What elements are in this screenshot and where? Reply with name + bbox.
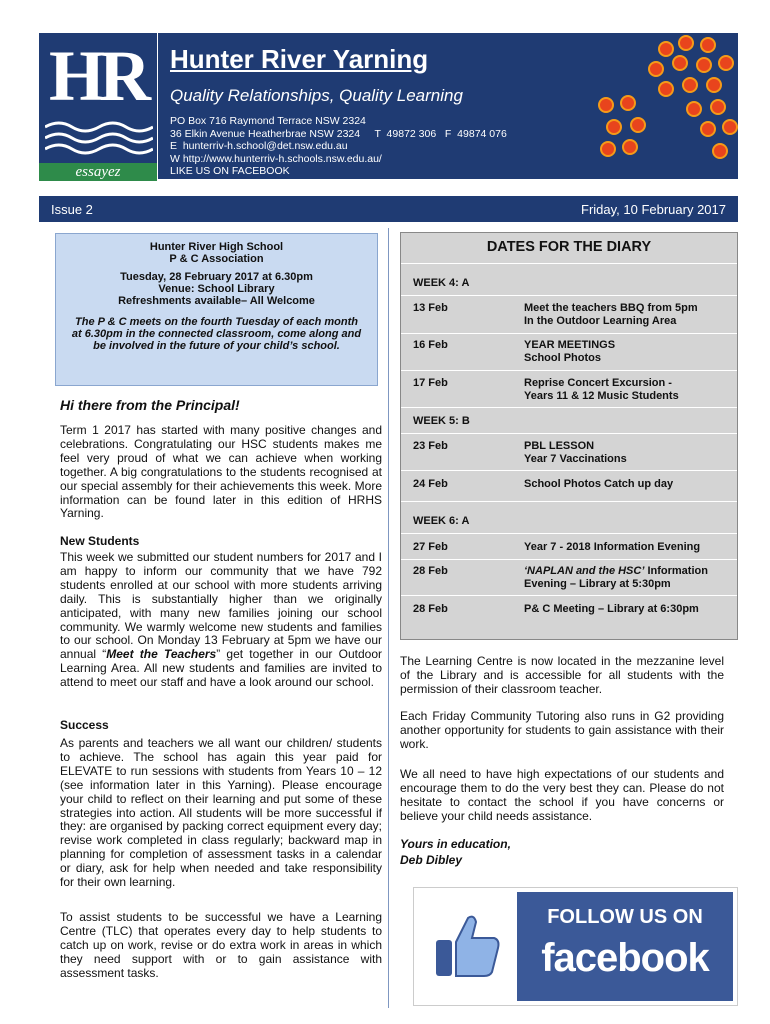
diary-week-4: WEEK 4: A	[413, 277, 470, 289]
diary-row-event-line2: In the Outdoor Learning Area	[524, 314, 677, 327]
school-logo	[39, 33, 158, 179]
issue-date: Friday, 10 February 2017	[581, 202, 726, 217]
diary-week-6: WEEK 6: A	[413, 515, 470, 527]
diary-row-event-line1: Meet the teachers BBQ from 5pm	[524, 302, 698, 314]
contact-website: W http://www.hunterriv-h.schools.nsw.edu.au/	[170, 152, 382, 165]
new-students-text	[60, 551, 382, 690]
learning-centre-text: The Learning Centre is now located in the mezzanine level of the Library and is accessible for all students with the permission of their classroom teacher.	[400, 654, 724, 696]
diary-row-event-line2: School Photos	[524, 351, 601, 364]
diary-row-event-line1: YEAR MEETINGS	[524, 339, 616, 351]
diary-row-event: School Photos Catch up day	[524, 478, 674, 490]
success-text-2: To assist students to be successful we have a Learning Centre (TLC) that operates every day to help students to catch up on work, revise or do extra work in areas in which they need support with or to gain assistance with assessment tasks.	[60, 910, 382, 980]
principal-heading: Hi there from the Principal!	[60, 397, 240, 413]
diary-row-date: 17 Feb	[413, 377, 448, 389]
pc-association-box	[55, 233, 378, 386]
diary-row-event	[524, 440, 627, 465]
pc-refreshments: Refreshments available– All Welcome	[118, 295, 315, 307]
diary-row-date: 27 Feb	[413, 541, 448, 553]
newsletter-subtitle: Quality Relationships, Quality Learning	[170, 86, 463, 105]
diary-separator	[401, 295, 737, 296]
contact-email: E hunterriv-h.school@det.nsw.edu.au	[170, 140, 348, 152]
diary-title: DATES FOR THE DIARY	[486, 239, 652, 255]
success-text-1: As parents and teachers we all want our children/ students to achieve. The school has again this year paid for ELEVATE to run sessions with students from Years 10 – 12 (see information later in this Yarning). Please encourage your child to reflect on their learning and put some of these strategies into action. All students will be more successful if they: are organised by packing correct equipment every day; revise work completed in class regularly; backward map in planning for completion of assessment tasks in a calendar or diary, ask for help when needed and take responsibility for their own learning.	[60, 736, 382, 890]
facebook-follow-badge[interactable]	[413, 887, 738, 1006]
facebook-wordmark: facebook	[541, 936, 709, 980]
diary-row-date: 13 Feb	[413, 302, 448, 314]
diary-row-date: 16 Feb	[413, 339, 448, 351]
diary-week-5: WEEK 5: B	[413, 415, 470, 427]
newsletter-title: Hunter River Yarning	[170, 44, 429, 74]
new-students-heading: New Students	[60, 534, 140, 548]
pc-meeting-date: Tuesday, 28 February 2017 at 6.30pm	[120, 271, 313, 283]
contact-facebook: LIKE US ON FACEBOOK	[170, 165, 290, 177]
diary-row-event	[524, 302, 698, 327]
diary-row-event	[524, 377, 679, 402]
column-divider	[388, 228, 389, 1008]
pc-association-name: P & C Association	[169, 253, 264, 265]
thumbs-up-icon	[432, 910, 504, 982]
logo-waves-icon	[45, 119, 153, 159]
diary-row-date: 23 Feb	[413, 440, 448, 452]
diary-separator	[401, 263, 737, 264]
diary-row-event	[524, 565, 708, 590]
issue-bar	[39, 196, 738, 222]
issue-number: Issue 2	[51, 202, 93, 217]
diary-row-event-line2: Evening – Library at 5:30pm	[524, 577, 671, 590]
principal-intro: Term 1 2017 has started with many positive changes and celebrations. Congratulating our HSC students makes me feel very proud of what we can achieve when working together. A big congratulations to the students recognised at our special assembly for their achievements this week. More information can be found later in this edition of HRHS Yarning.	[60, 423, 382, 521]
success-heading: Success	[60, 718, 109, 732]
signoff-name: Deb Dibley	[400, 853, 463, 867]
diary-row-event-line2: Years 11 & 12 Music Students	[524, 389, 679, 402]
pc-venue: Venue: School Library	[158, 283, 275, 295]
diary-separator	[401, 501, 737, 502]
signoff-line1: Yours in education,	[400, 837, 511, 851]
logo-letters: HR	[49, 36, 145, 116]
new-students-text-b: ” get together in our Outdoor Learning Area. All new students and families are invited to attend to meet our staff and have a look around our school.	[60, 647, 382, 690]
meet-the-teachers-em: Meet the Teachers	[106, 647, 217, 662]
follow-us-text: FOLLOW US ON	[547, 906, 703, 928]
community-tutoring-text: Each Friday Community Tutoring also runs in G2 providing another opportunity for students to gain assistance with their work.	[400, 709, 724, 751]
new-students-text-a: This week we submitted our student numbers for 2017 and I am happy to inform our community that we have 792 students enrolled at our school with more students arriving daily. This is substantially higher than we originally anticipated, with many new families joining our school community. We warmly welcome new students and families to our school. On Monday 13 February at 5pm we have our annual “	[60, 550, 382, 662]
diary-row-event-line1: Information	[644, 565, 708, 577]
diary-row-event-line2: Year 7 Vaccinations	[524, 452, 627, 465]
dates-for-the-diary	[400, 232, 738, 640]
diary-separator	[401, 470, 737, 471]
diary-row-event-line1: Reprise Concert Excursion -	[524, 377, 672, 389]
pc-school-name: Hunter River High School	[149, 241, 284, 253]
contact-address-phone: 36 Elkin Avenue Heatherbrae NSW 2324 T 49872 306 F 49874 076	[170, 127, 507, 140]
diary-separator	[401, 333, 737, 334]
naplan-em: ‘NAPLAN and the HSC’	[524, 565, 645, 577]
expectations-text: We all need to have high expectations of our students and encourage them to do the very best they can. Please do not hesitate to contact the school if you have concerns or believe your child needs assistance.	[400, 767, 724, 823]
diary-separator	[401, 595, 737, 596]
diary-separator	[401, 407, 737, 408]
diary-row-event	[524, 339, 615, 364]
diary-separator	[401, 370, 737, 371]
diary-separator	[401, 559, 737, 560]
logo-motto: essayez	[39, 163, 157, 181]
pc-note: The P & C meets on the fourth Tuesday of each month at 6.30pm in the connected classroom, come along and be involved in the future of your child’s school.	[71, 316, 362, 352]
diary-separator	[401, 433, 737, 434]
diary-separator	[401, 533, 737, 534]
aboriginal-dots-icon	[590, 33, 738, 179]
diary-row-date: 28 Feb	[413, 603, 448, 615]
diary-row-event: P& C Meeting – Library at 6:30pm	[524, 603, 699, 615]
contact-postal: PO Box 716 Raymond Terrace NSW 2324	[170, 115, 366, 127]
diary-row-date: 28 Feb	[413, 565, 448, 577]
diary-row-event: Year 7 - 2018 Information Evening	[524, 541, 701, 553]
facebook-panel	[517, 892, 733, 1001]
diary-row-event-line1: PBL LESSON	[524, 440, 595, 452]
diary-row-date: 24 Feb	[413, 478, 448, 490]
contact-block	[170, 115, 507, 178]
